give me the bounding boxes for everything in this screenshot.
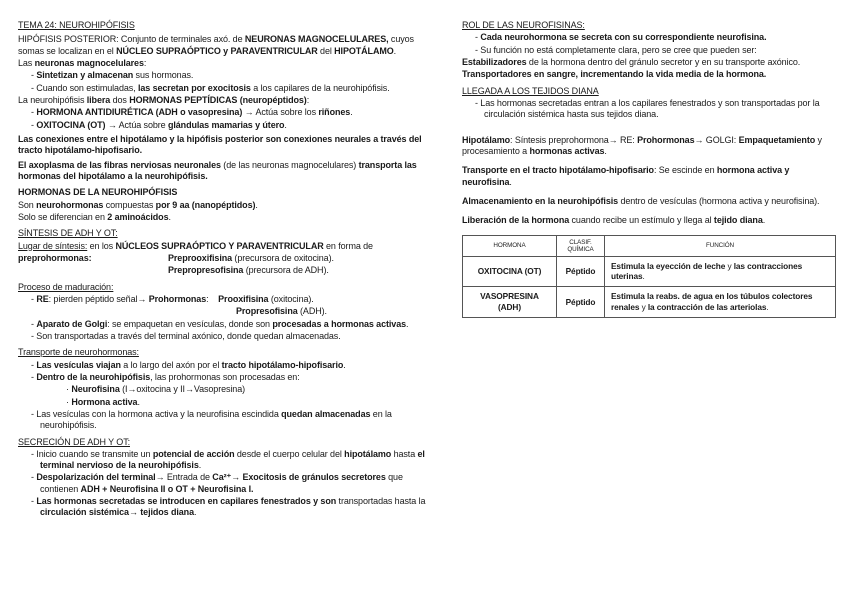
- text-run: transportadas hasta la: [336, 496, 426, 507]
- text-run: por 9 aa (nanopéptidos): [155, 199, 256, 210]
- text-run: -: [31, 293, 37, 304]
- text-run: dentro de vesículas (hormona activa y neurofisina).: [618, 195, 820, 206]
- text-run: → GOLGI:: [694, 134, 739, 145]
- paragraph-nanopeptidos: [18, 200, 430, 211]
- text-run: .: [604, 145, 607, 156]
- text-run: (oxitocina).: [268, 293, 314, 304]
- text-run: Sintetizan y almacenan: [36, 70, 134, 81]
- text-run: .: [766, 301, 769, 312]
- text-run: : se empaquetan en vesículas, donde son: [107, 318, 273, 329]
- subbullet-hormona-activa: [18, 397, 430, 408]
- bullet-re-prohormonas: [18, 294, 430, 305]
- heading-llegada-tejidos: [462, 86, 836, 97]
- text-run: La neurohipófisis: [18, 94, 87, 105]
- text-run: glándulas mamarias y útero: [167, 119, 285, 130]
- summary-hipotalamo: [462, 135, 836, 158]
- text-run: .: [198, 460, 202, 471]
- text-run: Estabilizadores: [462, 56, 527, 67]
- text-run: tejidos diana: [140, 507, 194, 518]
- text-run: -: [31, 472, 37, 483]
- text-run: Dentro de la neurohipófisis: [36, 371, 151, 382]
- bullet-vesiculas-viajan: [18, 360, 430, 371]
- hormone-function: [605, 287, 836, 318]
- text-run: circulación sistémica: [40, 507, 129, 518]
- text-run: :: [306, 94, 310, 105]
- text-run: Prooxifisina: [218, 293, 269, 304]
- text-run: , las prohormonas son procesadas en:: [150, 371, 300, 382]
- text-run: Lugar de síntesis:: [18, 240, 88, 251]
- text-run: (de las neuronas magnocelulares): [220, 159, 359, 170]
- text-run: transporta las hormonas del hipotálamo a la neurohipófisis.: [18, 159, 417, 181]
- heading-hormonas-neurohipofisis: [18, 187, 430, 198]
- bullet-golgi: [18, 319, 430, 330]
- col-header-clasif-quimica: CLASIF. QUÍMICA: [557, 235, 605, 256]
- text-run: las secretan por exocitosis: [137, 82, 251, 93]
- text-run: .: [343, 359, 346, 370]
- text-run: Aparato de Golgi: [36, 318, 108, 329]
- bullet-adh: [18, 107, 430, 118]
- text-run: Prohormonas: [148, 293, 207, 304]
- propresofisina-line: [18, 306, 430, 317]
- summary-liberacion: [462, 215, 836, 226]
- text-run: ADH + Neurofisina II o OT + Neurofisina I.: [80, 483, 254, 494]
- text-run: .: [137, 396, 140, 407]
- text-run: Solo se diferencian en: [18, 211, 108, 222]
- text-run: y: [725, 260, 734, 271]
- col-header-hormona: HORMONA: [463, 235, 557, 256]
- text-run: NÚCLEOS SUPRAÓPTICO Y PARAVENTRICULAR: [115, 240, 324, 251]
- text-run: a lo largo del axón por el: [120, 359, 222, 370]
- text-run: del: [317, 45, 335, 56]
- text-run: .: [393, 45, 397, 56]
- text-run: el terminal nervioso de la neurohipófisis: [40, 448, 425, 471]
- bullet-oxitocina: [18, 120, 430, 131]
- text-run: - Las vesículas con la hormona activa y la neurofisina escindida: [31, 408, 282, 419]
- text-run: cuyos somas se localizan en el: [18, 34, 414, 56]
- text-run: Transporte de neurohormonas:: [18, 347, 139, 358]
- text-run: (ADH).: [297, 306, 327, 317]
- text-run: Despolarización del terminal: [36, 472, 156, 483]
- text-run: .: [762, 215, 766, 226]
- text-run: Propresofisina: [236, 306, 298, 317]
- heading-maduracion: [18, 282, 430, 293]
- text-run: NÚCLEO SUPRAÓPTICO y PARAVENTRICULAR: [116, 45, 318, 56]
- text-run: .: [168, 211, 171, 222]
- text-run: Ca²⁺: [212, 472, 232, 483]
- right-column: [462, 20, 836, 318]
- text-run: sus hormonas.: [133, 70, 194, 81]
- bullet-potencial-accion: [18, 449, 430, 472]
- text-run: - Cuando son estimuladas,: [31, 82, 138, 93]
- text-run: .: [509, 176, 512, 187]
- page-title: [18, 20, 430, 31]
- paragraph-conexiones: [18, 134, 430, 157]
- text-run: Proceso de maduración:: [18, 281, 114, 292]
- text-run: - Las hormonas secretadas entran a los capilares fenestrados y son transportadas por la circulación sistémica hasta sus tejidos diana.: [475, 97, 820, 120]
- text-run: Neurofisina: [71, 384, 120, 395]
- text-run: cuando recibe un estímulo y llega al: [569, 215, 714, 226]
- text-run: Las conexiones entre el hipotálamo y la hipófisis posterior son conexiones neurales a través del tracto hipotálamo-hipofisario.: [18, 133, 422, 156]
- text-run: Transporte en el tracto hipotálamo-hipofisario: [462, 165, 654, 176]
- text-run: quedan almacenadas: [281, 408, 371, 419]
- text-run: .: [284, 119, 287, 130]
- text-run: riñones: [318, 107, 351, 118]
- bullet-funcion-no-clara: [462, 45, 836, 56]
- bullet-cada-neurohormona: [462, 32, 836, 43]
- text-run: - Inicio cuando se transmite un: [31, 448, 153, 459]
- prepropresofisina-text: [18, 265, 430, 276]
- text-run: Prohormonas: [637, 134, 695, 145]
- text-run: ·: [66, 384, 72, 395]
- text-run: -: [31, 496, 37, 507]
- hormone-table: [462, 235, 836, 318]
- text-run: de la hormona dentro del gránulo secretor y en su transporte axónico.: [526, 56, 801, 67]
- text-run: RE: [36, 293, 49, 304]
- subbullet-neurofisina: [18, 384, 430, 395]
- col-header-funcion: FUNCIÓN: [605, 235, 836, 256]
- text-run: TEMA 24: NEUROHIPÓFISIS: [18, 20, 135, 30]
- text-run: (precursora de ADH).: [243, 265, 329, 276]
- text-run: HORMONAS PEPTÍDICAS (neuropéptidos): [129, 94, 307, 105]
- text-run: LLEGADA A LOS TEJIDOS DIANA: [462, 85, 599, 96]
- text-run: HORMONA ANTIDIURÉTICA (ADH o vasopresina): [36, 107, 243, 118]
- intro-paragraph: [18, 34, 430, 57]
- text-run: : Se escinde en: [653, 165, 717, 176]
- table-row-vasopresina: [463, 287, 836, 318]
- text-run: Estimula la reabs. de agua en los túbulos colectores renales: [611, 291, 813, 312]
- text-run: hipotálamo: [344, 448, 392, 459]
- bullet-sintetizan: [18, 70, 430, 81]
- text-run: NEURONAS MAGNOCELULARES,: [244, 34, 389, 45]
- heading-sintesis: [18, 228, 430, 239]
- lugar-sintesis-line2: [18, 253, 430, 264]
- text-run: Empaquetamiento: [738, 134, 816, 145]
- text-run: →: [231, 472, 243, 483]
- text-run: SÍNTESIS DE ADH Y OT:: [18, 228, 118, 239]
- paragraph-transportadores: [462, 69, 836, 80]
- heading-rol-neurofisinas: [462, 20, 836, 31]
- table-row-oxitocina: [463, 256, 836, 287]
- text-run: y: [639, 301, 648, 312]
- text-run: -: [31, 119, 37, 130]
- paragraph-aminoacidos: [18, 212, 430, 223]
- text-run: dos: [110, 94, 130, 105]
- left-column: [18, 20, 430, 520]
- text-run: Preprooxifisina: [168, 252, 233, 263]
- text-run: .: [642, 271, 645, 282]
- text-run: hormona activa y neurofisina: [462, 165, 790, 187]
- bullet-dentro-neurohipofisis: [18, 372, 430, 383]
- text-run: las contracciones uterinas: [611, 260, 803, 282]
- text-run: -: [31, 70, 37, 81]
- text-run: (precursora de oxitocina).: [232, 252, 334, 263]
- table-header-row: [463, 235, 836, 256]
- bullet-transportadas: [18, 331, 430, 342]
- bullet-capilares-fenestrados: [18, 496, 430, 519]
- text-run: Liberación de la hormona: [462, 215, 570, 226]
- text-run: ROL DE LAS NEUROFISINAS:: [462, 20, 585, 30]
- text-run: :: [206, 293, 219, 304]
- text-run: hormonas activas: [529, 145, 605, 156]
- text-run: libera: [86, 94, 111, 105]
- text-run: .: [350, 107, 353, 118]
- text-run: -: [31, 371, 37, 382]
- text-run: Son: [18, 199, 37, 210]
- text-run: -: [31, 107, 37, 118]
- text-run: Las vesículas viajan: [36, 359, 121, 370]
- text-run: → Entrada de: [155, 472, 213, 483]
- libera-lead: [18, 95, 430, 106]
- text-run: Hormona activa: [71, 396, 138, 407]
- text-run: : Síntesis preprohormona→ RE:: [510, 134, 638, 145]
- text-run: potencial de acción: [152, 448, 235, 459]
- summary-almacenamiento: [462, 196, 836, 207]
- magnocellular-lead: [18, 58, 430, 69]
- text-run: HORMONAS DE LA NEUROHIPÓFISIS: [18, 187, 178, 198]
- text-run: -: [31, 359, 37, 370]
- text-run: preprohormonas:: [18, 252, 92, 263]
- text-run: .: [406, 318, 409, 329]
- text-run: -: [475, 32, 481, 43]
- text-run: Almacenamiento en la neurohipófisis: [462, 195, 619, 206]
- text-run: 2 aminoácidos: [107, 211, 169, 222]
- text-run: Prepropresofisina: [168, 265, 244, 276]
- text-run: : pierden péptido señal→: [48, 293, 149, 304]
- text-run: procesadas a hormonas activas: [272, 318, 407, 329]
- paragraph-estabilizadores: [462, 57, 836, 68]
- paragraph-axoplasma: [18, 160, 430, 183]
- preprohormonas-label: [18, 253, 168, 264]
- hormone-name: OXITOCINA (OT): [463, 256, 557, 287]
- preprooxifisina-text: [168, 253, 334, 264]
- text-run: tejido diana: [713, 215, 763, 226]
- hormone-function: [605, 256, 836, 287]
- text-run: Exocitosis de gránulos secretores: [242, 472, 386, 483]
- text-run: y procesamiento a: [462, 134, 822, 156]
- text-run: -: [31, 318, 37, 329]
- text-run: neurohormonas: [36, 199, 104, 210]
- text-run: hasta: [391, 448, 418, 459]
- text-run: Estimula la eyección de leche: [611, 260, 726, 271]
- text-run: la contracción de las arteriolas: [647, 301, 767, 312]
- text-run: .: [255, 199, 258, 210]
- bullet-hormonas-entran-capilares: [462, 98, 836, 121]
- text-run: que contienen: [40, 472, 403, 494]
- text-run: Hipotálamo: [462, 134, 511, 145]
- text-run: neuronas magnocelulares: [34, 57, 144, 68]
- text-run: HIPOTÁLAMO: [334, 45, 394, 56]
- text-run: HIPÓFISIS POSTERIOR: Conjunto de terminales axó. de: [18, 34, 245, 45]
- text-run: ·: [66, 396, 72, 407]
- text-run: SECRECIÓN DE ADH Y OT:: [18, 436, 130, 447]
- text-run: →: [128, 507, 141, 518]
- lugar-sintesis-line1: [18, 241, 430, 252]
- text-run: .: [193, 507, 197, 518]
- text-run: a los capilares de la neurohipófisis.: [250, 82, 390, 93]
- text-run: (I→oxitocina y II→Vasopresina): [119, 384, 246, 395]
- text-run: en la neurohipófisis.: [40, 408, 392, 431]
- text-run: Las: [18, 57, 35, 68]
- text-run: Cada neurohormona se secreta con su correspondiente neurofisina.: [480, 32, 767, 43]
- text-run: compuestas: [103, 199, 156, 210]
- text-run: Las hormonas secretadas se introducen en capilares fenestrados y son: [36, 496, 337, 507]
- text-run: El axoplasma de las fibras nerviosas neuronales: [18, 159, 221, 170]
- heading-secrecion: [18, 437, 430, 448]
- text-run: en los: [87, 240, 116, 251]
- chemical-class: Péptido: [557, 256, 605, 287]
- text-run: tracto hipotálamo-hipofisario: [221, 359, 344, 370]
- bullet-quedan-almacenadas: [18, 409, 430, 432]
- text-run: en forma de: [323, 240, 373, 251]
- chemical-class: Péptido: [557, 287, 605, 318]
- hormone-name: VASOPRESINA (ADH): [463, 287, 557, 318]
- heading-transporte: [18, 347, 430, 358]
- text-run: - Su función no está completamente clara, pero se cree que pueden ser:: [475, 44, 757, 55]
- bullet-despolarizacion: [18, 472, 430, 495]
- summary-transporte-tracto: [462, 165, 836, 188]
- text-run: → Actúa sobre los: [242, 107, 319, 118]
- text-run: desde el cuerpo celular del: [234, 448, 345, 459]
- text-run: :: [143, 57, 147, 68]
- text-run: - Son transportadas a través del terminal axónico, donde quedan almacenadas.: [31, 330, 341, 341]
- bullet-exocitosis: [18, 83, 430, 94]
- text-run: OXITOCINA (OT): [36, 119, 106, 130]
- text-run: Transportadores en sangre, incrementando la vida media de la hormona.: [462, 69, 767, 80]
- text-run: → Actúa sobre: [105, 119, 168, 130]
